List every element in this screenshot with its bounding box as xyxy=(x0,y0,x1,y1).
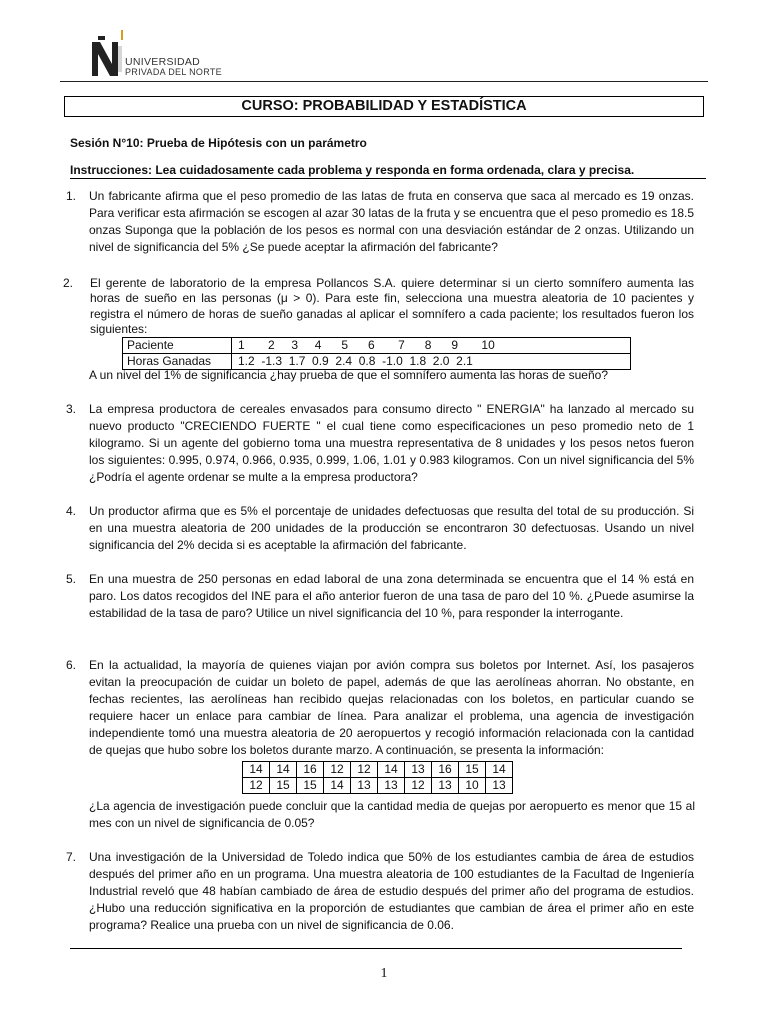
instructions: Instrucciones: Lea cuidadosamente cada problema y responda en forma ordenada, clara y precisa. xyxy=(70,163,706,179)
header-divider xyxy=(60,81,708,82)
problem-number: 5. xyxy=(66,572,77,586)
table-cell: 15 xyxy=(297,778,324,794)
table-cell: 16 xyxy=(432,762,459,778)
problem-number: 4. xyxy=(66,504,77,518)
logo-line1: UNIVERSIDAD xyxy=(125,56,201,68)
table-cell: 12 xyxy=(324,762,351,778)
table-cell: 16 xyxy=(297,762,324,778)
complaints-table xyxy=(242,761,513,794)
problem-text: En la actualidad, la mayoría de quienes viajan por avión compra sus boletos por Internet. Así, los pasajeros evitan la preocupación de cuidar un boleto de papel, además de que las aerolíneas ahorran. No obstante, en fechas recientes, las aerolíneas han recibido quejas relacionadas con los boletos, en particular cuando se requiere hacer un enlace para cambiar de línea. Para analizar el problema, una agencia de investigación independiente tomó una muestra aleatoria de 20 aeropuertos y recogió información relacionada con la cantidad de quejas que hubo sobre los boletos durante marzo. A continuación, se presenta la información: xyxy=(89,658,694,757)
table-cell: 10 xyxy=(459,778,486,794)
table-cell: 14 xyxy=(243,762,270,778)
table-cell: 14 xyxy=(378,762,405,778)
table-cell: 13 xyxy=(432,778,459,794)
problem-text: Un productor afirma que es 5% el porcentaje de unidades defectuosas que resulta del total de su producción. Si en una muestra aleatoria de 200 unidades de la producción se encontraron 30 defectuosas. Usando un nivel significancia del 2% decida si es aceptable la afirmación del fabricante. xyxy=(89,504,694,552)
problem-number: 6. xyxy=(66,658,77,672)
problem-number: 1. xyxy=(66,189,77,203)
table-row xyxy=(243,762,513,778)
table-cell: 13 xyxy=(486,778,513,794)
problem-3 xyxy=(66,401,694,486)
problem-number: 7. xyxy=(66,850,77,864)
session-title: Sesión N°10: Prueba de Hipótesis con un parámetro xyxy=(70,136,367,150)
problem-6 xyxy=(66,657,694,759)
table-cell: 15 xyxy=(270,778,297,794)
table-cell: 15 xyxy=(459,762,486,778)
problem-number: 3. xyxy=(66,402,77,416)
table-cell: 14 xyxy=(486,762,513,778)
course-title: CURSO: PROBABILIDAD Y ESTADÍSTICA xyxy=(64,96,704,117)
logo-line2: PRIVADA DEL NORTE xyxy=(125,66,222,77)
problem-text: En una muestra de 250 personas en edad laboral de una zona determinada se encuentra que el 14 % está en paro. Los datos recogidos del INE para el año anterior fueron de una tasa de paro del 10 %. ¿Puede asumirse la estabilidad de la tasa de paro? Utilice un nivel significancia del 10 %, para responder la interrogante. xyxy=(89,572,694,620)
table-cell: 14 xyxy=(324,778,351,794)
problem-text: Un fabricante afirma que el peso promedio de las latas de fruta en conserva que saca al mercado es 19 onzas. Para verificar esta afirmación se escogen al azar 30 latas de la fruta y se encuentra que el peso promedio es 18.5 onzas Suponga que la población de los pesos es normal con una desviación estándar de 2 onzas. Utilizando un nivel de significancia del 5% ¿Se puede aceptar la afirmación del fabricante? xyxy=(89,189,695,254)
problem-1 xyxy=(66,188,695,256)
table-cell: 12 xyxy=(351,762,378,778)
table-cell: 12 xyxy=(243,778,270,794)
table-cell: Horas Ganadas xyxy=(123,354,232,370)
table-cell: 14 xyxy=(270,762,297,778)
problem-text: Una investigación de la Universidad de Toledo indica que 50% de los estudiantes cambia de área de estudios después del primer año en un programa. Una muestra aleatoria de 100 estudiantes de la Facultad de Ingeniería Industrial reveló que 48 habían cambiado de área de estudio después del primer año del programa de estudios. ¿Hubo una reducción significativa en la proporción de estudiantes que cambian de área el primer año en este programa? Realice una prueba con un nivel de significancia de 0.06. xyxy=(89,850,694,932)
problem-text: El gerente de laboratorio de la empresa Pollancos S.A. quiere determinar si un cierto somnífero aumenta las horas de sueño en las personas (μ > 0). Para este fin, selecciona una muestra aleatoria de 10 pacientes y registra el número de horas de sueño ganadas al aplicar el somnífero a cada paciente; los resultados fueron los siguientes: xyxy=(90,276,694,337)
page-number: 1 xyxy=(380,966,388,981)
table-cell: Paciente xyxy=(123,338,232,354)
logo-wordmark xyxy=(125,58,222,77)
upn-emblem-icon xyxy=(88,28,128,80)
table-cell: 13 xyxy=(405,762,432,778)
table-cell: 13 xyxy=(378,778,405,794)
patients-table xyxy=(122,337,631,370)
table-cell: 1 2 3 4 5 6 7 8 9 10 xyxy=(232,338,631,354)
table-cell: 13 xyxy=(351,778,378,794)
table-row xyxy=(243,778,513,794)
problem-text: La empresa productora de cereales envasados para consumo directo " ENERGIA" ha lanzado al mercado su nuevo producto "CRECIENDO FUERTE " el cual tiene como especificaciones un peso promedio neto de 1 kilogramo. Si un agente del gobierno toma una muestra representativa de 8 unidades y los pesos netos fueron los siguientes: 0.995, 0.974, 0.966, 0.935, 0.999, 1.06, 1.01 y 0.983 kilogramos. Con un nivel significancia del 5% ¿Podría el agente ordenar se multe a la empresa productora? xyxy=(89,402,694,484)
problem-7 xyxy=(66,849,694,934)
table-cell: 12 xyxy=(405,778,432,794)
problem-2-question: A un nivel del 1% de significancia ¿hay prueba de que el somnífero aumenta las horas de sueño? xyxy=(89,368,608,382)
problem-6-question: ¿La agencia de investigación puede concluir que la cantidad media de quejas por aeropuerto es menor que 15 al mes con un nivel de significancia de 0.05? xyxy=(89,799,695,830)
problem-5 xyxy=(66,571,694,622)
problem-number: 2. xyxy=(63,276,74,290)
problem-4 xyxy=(66,503,694,554)
table-row xyxy=(123,338,631,354)
footer-divider xyxy=(70,948,682,949)
problem-2 xyxy=(63,276,694,338)
table-cell: 1.2 -1.3 1.7 0.9 2.4 0.8 -1.0 1.8 2.0 2.1 xyxy=(232,354,631,370)
university-logo xyxy=(88,28,238,80)
